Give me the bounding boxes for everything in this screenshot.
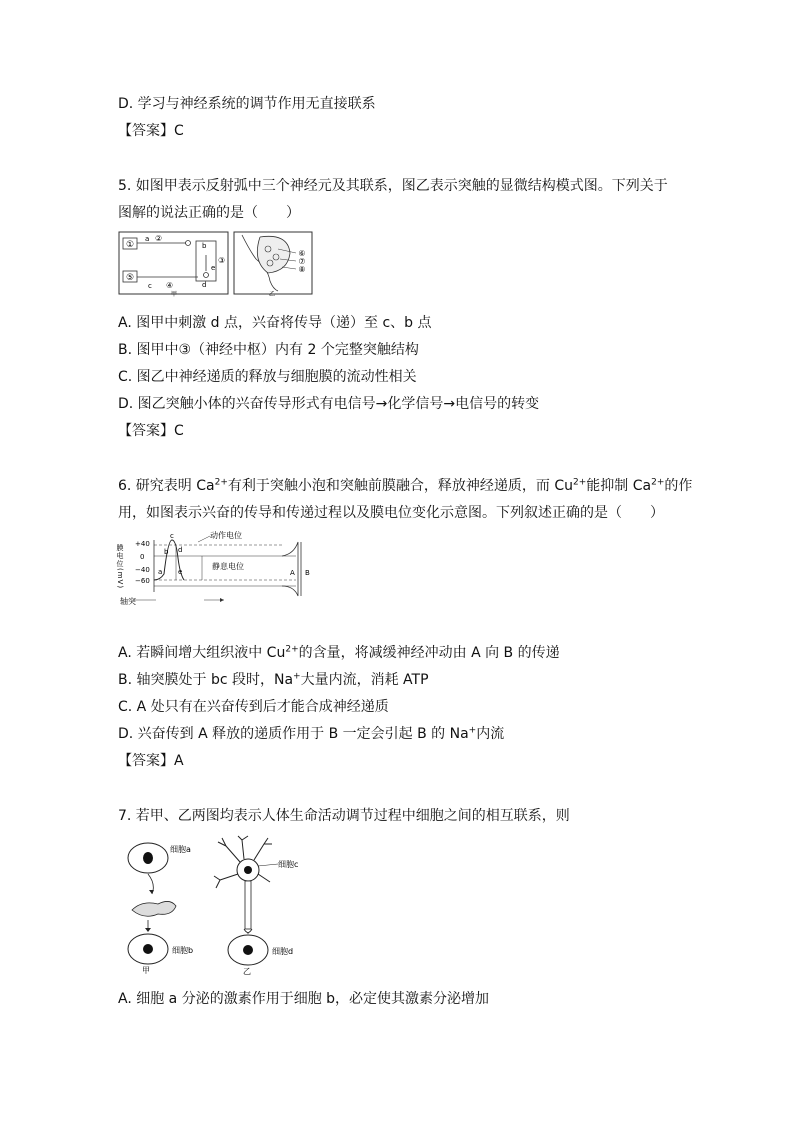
q5-option-a: A. 图甲中刺激 d 点，兴奋将传导（递）至 c、b 点 [118,315,432,331]
q5-yi-label: 乙 [268,291,276,298]
q5-neuron-cell [186,241,191,246]
q7-stem: 7. 若甲、乙两图均表示人体生命活动调节过程中细胞之间的相互联系，则 [118,808,570,824]
q5-label-3: ③ [218,256,226,265]
q7-cell-d-nucleus [243,945,253,955]
q7-cell-a-nucleus [143,852,153,864]
q7-jia-label: 甲 [142,966,150,975]
q6-tick-40: +40 [135,540,150,548]
q7-option-a: A. 细胞 a 分泌的激素作用于细胞 b，必定使其激素分泌增加 [118,991,490,1007]
q7-cell-b-nucleus [143,944,153,954]
q7-blood-vessel [132,901,176,916]
q4-answer: 【答案】C [118,123,184,139]
q5-label-2: ② [155,234,163,243]
q7-label-cell-d: 细胞d [272,947,294,956]
q6-label-B: B [305,569,310,577]
q7-dendrite-4 [214,874,238,888]
q5-label-a: a [145,235,150,243]
q5-figure [118,231,314,301]
q6-label-A: A [290,569,295,577]
q7-figure [118,836,318,980]
q5-label-e: e [211,264,216,272]
q6-resting-potential-label: 静息电位 [212,562,244,571]
q5-box1-label: ① [125,240,135,250]
q7-axon [245,881,251,929]
q6-option-c: C. A 处只有在兴奋传到后才能合成神经递质 [118,699,389,715]
q6-tick-0: 0 [140,553,145,561]
q6-action-potential-label: 动作电位 [210,531,242,540]
q5-option-d: D. 图乙突触小体的兴奋传导形式有电信号→化学信号→电信号的转变 [118,396,540,412]
q7-label-cell-a: 细胞a [170,845,191,854]
q7-dendrite-5 [258,874,270,882]
q7-label-cell-b: 细胞b [172,946,194,955]
q5-inter-cell [204,273,209,278]
q5-label-7: ⑦ [298,257,306,266]
q6-label-b: b [164,548,169,556]
q6-answer: 【答案】A [118,753,184,769]
q7-cell-c-nucleus [244,866,252,874]
q5-stem-line2: 图解的说法正确的是（ ） [118,205,300,221]
q7-dendrite-3 [254,838,272,860]
q7-label-cell-c: 细胞c [278,860,299,869]
q5-jia-label: 甲 [170,291,178,298]
q5-stem-line1: 5. 如图甲表示反射弧中三个神经元及其联系，图乙表示突触的显微结构模式图。下列关于 [118,178,668,194]
q7-dendrite-2 [238,836,248,859]
q6-label-e: e [178,568,183,576]
q5-label-4: ④ [166,281,174,290]
q6-label-a: a [158,568,163,576]
q6-tick-neg40: −40 [135,566,150,574]
q6-tick-neg60: −60 [135,577,150,585]
q5-box5-label: ⑤ [125,273,135,283]
q6-ylabel: 膜电位(mV) [116,544,124,590]
q5-option-b: B. 图甲中③（神经中枢）内有 2 个完整突触结构 [118,342,419,358]
q6-stem-line2: 用，如图表示兴奋的传导和传递过程以及膜电位变化示意图。下列叙述正确的是（ ） [118,505,664,521]
q5-answer: 【答案】C [118,423,184,439]
q6-label-d: d [178,546,183,554]
q6-figure [118,528,320,616]
q5-option-c: C. 图乙中神经递质的释放与细胞膜的流动性相关 [118,369,417,385]
q7-dendrite-1 [218,838,240,862]
q5-label-d: d [202,281,207,289]
q6-option-d: D. 兴奋传到 A 释放的递质作用于 B 一定会引起 B 的 Na+内流 [118,725,505,742]
q6-axon-label: 轴突 [120,597,136,606]
q5-label-c: c [148,282,152,290]
q5-label-b: b [202,242,207,250]
q6-label-c: c [170,532,174,540]
q6-stem-line1: 6. 研究表明 $Ca^{2+}$有利于突触小泡和突触前膜融合，释放神经递质，而 $Cu^{2+}$能抑制 $Ca^{2+}$的作 [118,477,693,494]
q6-option-a: A. 若瞬间增大组织液中 $Cu^{2+}$的含量，将减缓神经冲动由 A 向 B 的传递 [118,644,560,661]
q4-option-d: D. 学习与神经系统的调节作用无直接联系 [118,96,376,112]
q6-option-b: B. 轴突膜处于 bc 段时，Na+大量内流，消耗 ATP [118,671,429,688]
q5-label-6: ⑥ [298,249,306,258]
q5-label-8: ⑧ [298,265,306,274]
q7-yi-label: 乙 [243,967,251,976]
